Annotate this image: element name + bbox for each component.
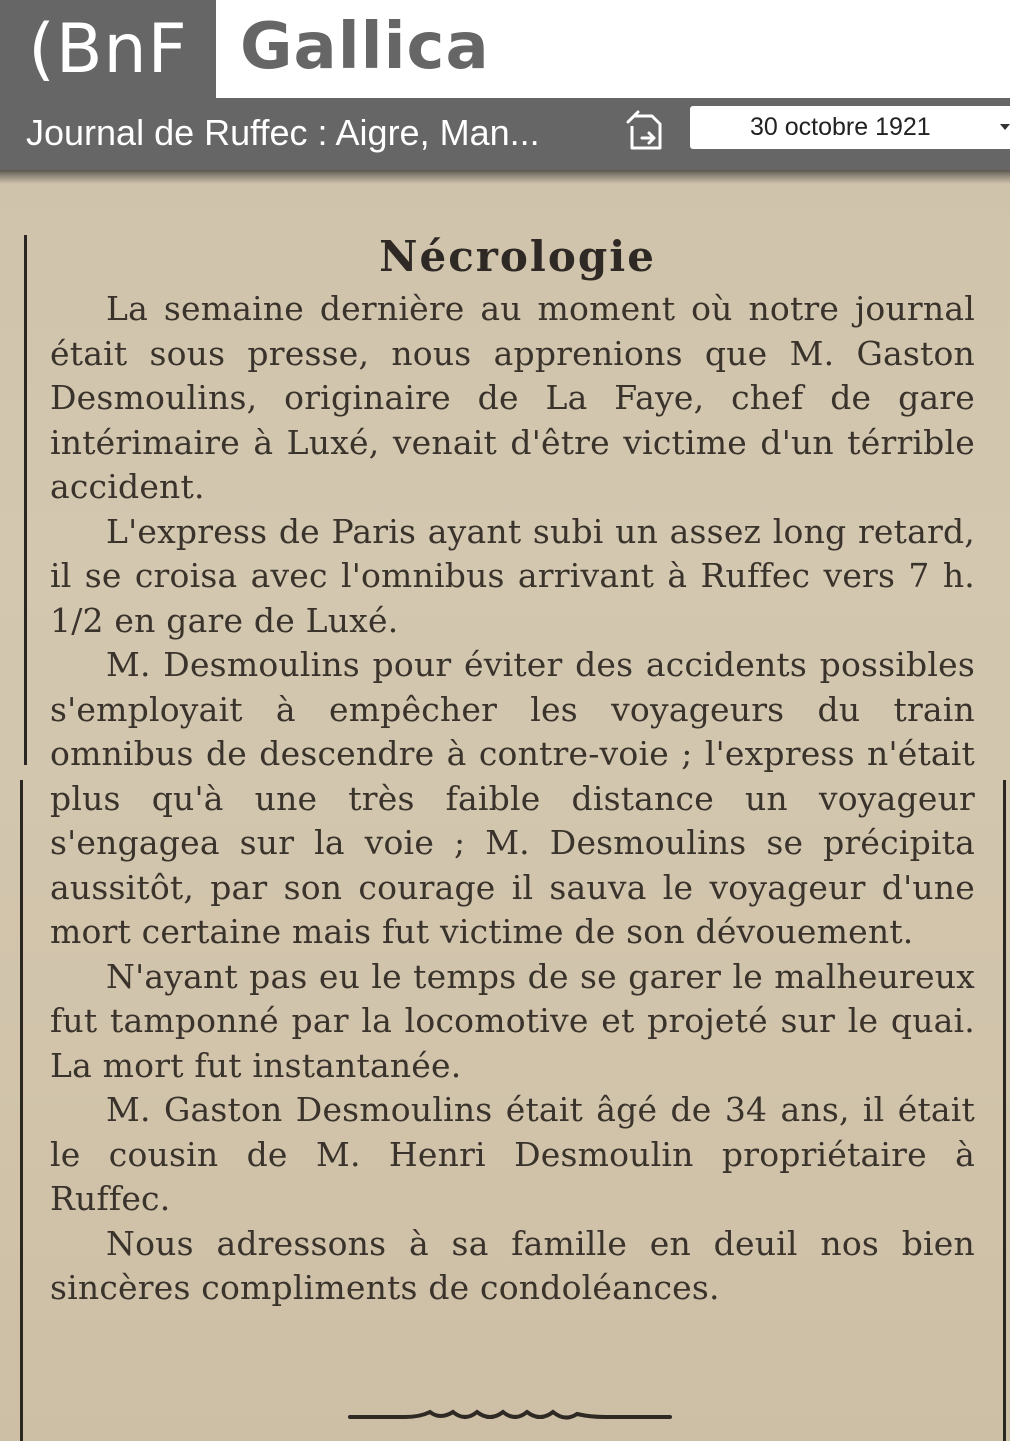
issue-date-value: 30 octobre 1921	[750, 113, 931, 141]
document-viewer[interactable]	[0, 170, 1010, 1441]
article	[50, 232, 975, 1311]
chevron-down-icon	[1000, 124, 1010, 130]
bnf-logo[interactable]: (BnF	[0, 0, 216, 98]
article-paragraph: L'express de Paris ayant subi un assez long retard, il se croisa avec l'omnibus arrivant à Ruffec vers 7 h. 1/2 en gare de Luxé.	[50, 511, 975, 640]
article-paragraph: M. Gaston Desmoulins était âgé de 34 ans, il était le cousin de M. Henri Desmoulin propriétaire à Ruffec.	[50, 1090, 975, 1218]
brand-bar	[0, 0, 1010, 98]
issue-date-select[interactable]	[690, 106, 1010, 149]
article-paragraph: M. Desmoulins pour éviter des accidents possibles s'employait à empêcher les voyageurs du train omnibus de descendre à contre-voie ; l'express n'était plus qu'à une très faible distance un voyageur s'engagea sur la voie ; M. Desmoulins se précipita aussitôt, par son courage il sauva le voyageur d'une mort certaine mais fut victime de son dévouement.	[50, 645, 975, 951]
column-rule-left	[24, 235, 27, 765]
article-paragraph: La semaine dernière au moment où notre journal était sous presse, nous apprenions que M. Gaston Desmoulins, originaire de La Faye, chef de gare intérimaire à Luxé, venait d'être victime d'un térrible accident.	[50, 289, 975, 506]
ornament-divider-icon	[345, 1400, 675, 1430]
export-page-button[interactable]	[622, 108, 670, 156]
gallica-logo[interactable]: Gallica	[240, 10, 490, 84]
article-paragraph: Nous adressons à sa famille en deuil nos bien sincères compliments de condoléances.	[50, 1223, 975, 1307]
export-page-icon	[622, 108, 670, 156]
article-heading: Nécrologie	[379, 232, 656, 281]
column-rule-right	[1003, 780, 1006, 1441]
article-paragraph: N'ayant pas eu le temps de se garer le malheureux fut tamponné par la locomotive et projeté sur le quai. La mort fut instantanée.	[50, 956, 975, 1085]
page-edge-shadow	[0, 170, 1010, 184]
document-title: Journal de Ruffec : Aigre, Man...	[26, 112, 540, 153]
column-rule-left-lower	[20, 780, 23, 1441]
document-toolbar	[0, 98, 1010, 170]
